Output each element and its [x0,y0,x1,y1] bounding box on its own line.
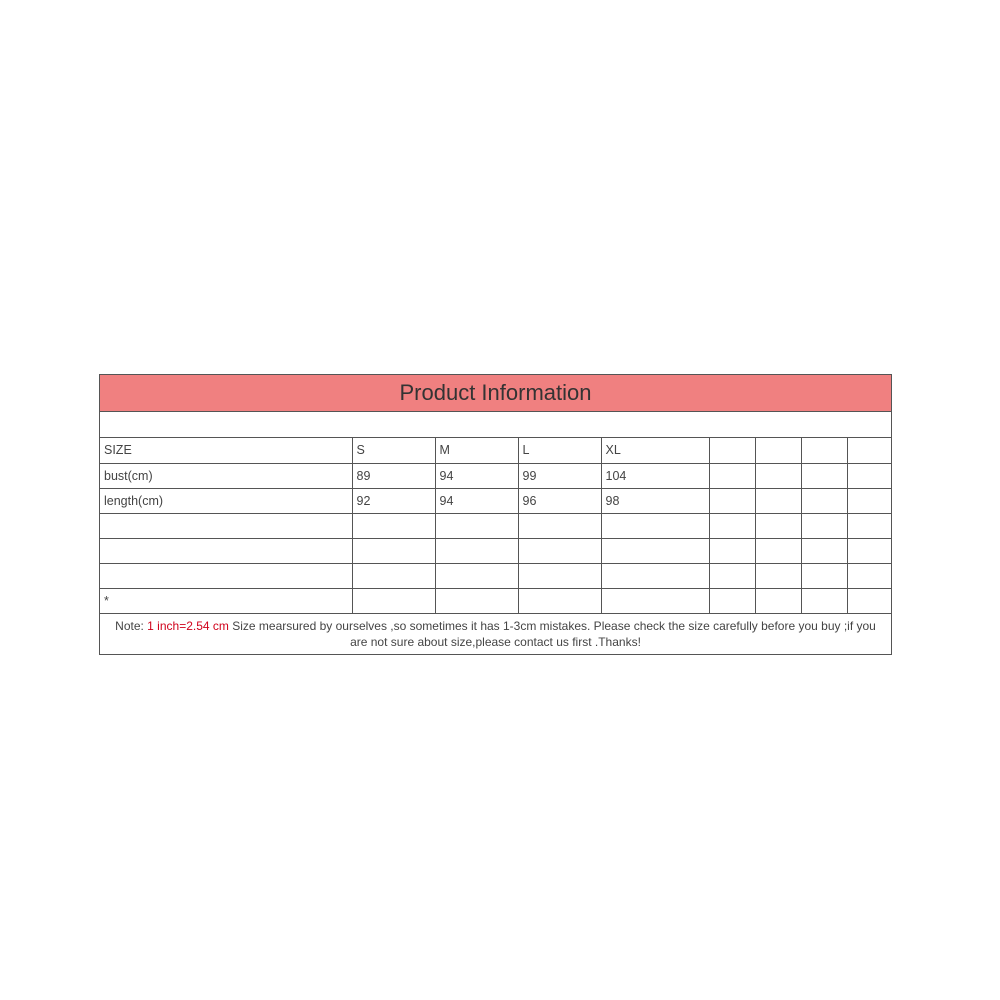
table-cell [847,538,891,563]
row-label-cell [100,538,352,563]
table-cell [518,538,601,563]
table-cell: 89 [352,463,435,488]
table-cell [801,488,847,513]
table-cell [518,513,601,538]
table-cell: 99 [518,463,601,488]
row-label-cell [100,563,352,588]
table-cell [435,538,518,563]
table-cell: 98 [601,488,709,513]
table-cell [755,438,801,463]
table-cell [435,563,518,588]
table-cell [435,513,518,538]
table-cell [518,563,601,588]
table-cell: 94 [435,488,518,513]
table-cell [352,588,435,613]
table-cell [601,538,709,563]
table-cell [709,513,755,538]
table-cell: XL [601,438,709,463]
table-cell: 92 [352,488,435,513]
table-cell [601,588,709,613]
table-cell [435,588,518,613]
table-cell [709,488,755,513]
table-cell: S [352,438,435,463]
size-note [100,614,891,654]
table-cell [755,513,801,538]
table-cell [709,563,755,588]
table-cell: M [435,438,518,463]
table-cell [801,588,847,613]
table-cell [755,463,801,488]
table-row [100,588,891,613]
table-row [100,463,891,488]
row-label-cell: length(cm) [100,488,352,513]
table-cell [601,513,709,538]
title-bar [100,375,891,412]
table-cell [709,463,755,488]
table-row [100,488,891,513]
table-cell [709,538,755,563]
table-cell [847,463,891,488]
table-cell [352,538,435,563]
table-cell [847,588,891,613]
table-row [100,538,891,563]
table-cell [709,438,755,463]
table-cell: 104 [601,463,709,488]
table-cell [755,588,801,613]
table-cell: 94 [435,463,518,488]
table-cell [755,488,801,513]
table-cell [801,563,847,588]
table-cell: L [518,438,601,463]
row-label-cell [100,513,352,538]
note-body: Size mearsured by ourselves ,so sometimes it has 1-3cm mistakes. Please check the size carefully before you buy ;if you are not sure about size,please contact us first .Thanks! [228,618,876,649]
table-cell [352,513,435,538]
table-cell [518,588,601,613]
note-highlight: 1 inch=2.54 cm [147,618,229,633]
row-label-cell: bust(cm) [100,463,352,488]
table-cell [801,538,847,563]
product-information-sheet [99,374,892,655]
table-cell: 96 [518,488,601,513]
table-cell [847,438,891,463]
size-table [100,438,891,614]
table-cell [755,538,801,563]
page-title: Product Information [399,380,592,405]
note-prefix: Note: [115,618,148,633]
spacer-row [100,412,891,438]
table-cell [801,463,847,488]
table-cell [709,588,755,613]
table-row [100,513,891,538]
table-row [100,438,891,463]
table-cell [801,438,847,463]
table-cell [847,513,891,538]
row-label-cell: SIZE [100,438,352,463]
table-row [100,563,891,588]
table-cell [847,563,891,588]
table-cell [847,488,891,513]
table-cell [352,563,435,588]
table-cell [601,563,709,588]
table-cell [755,563,801,588]
row-label-cell: * [100,588,352,613]
table-cell [801,513,847,538]
